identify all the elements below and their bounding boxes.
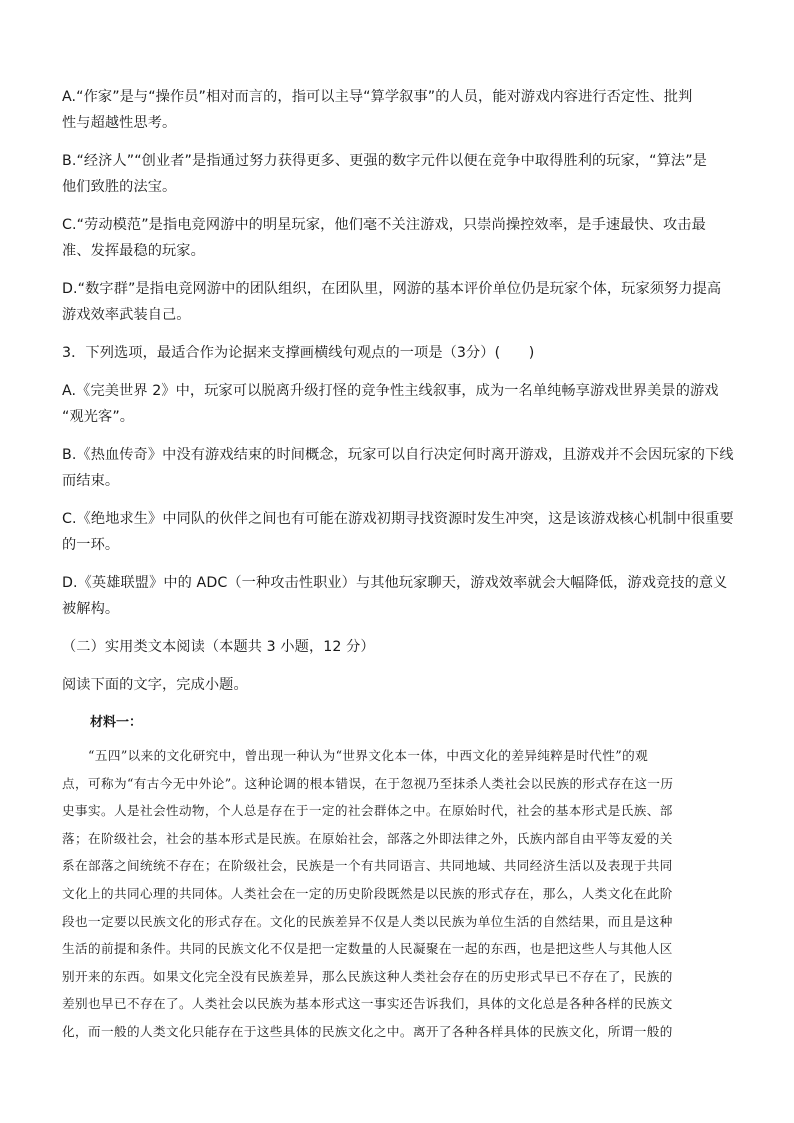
option-a xyxy=(62,84,734,136)
option-d xyxy=(62,570,734,622)
option-line: 性与超越性思考。 xyxy=(62,115,177,131)
option-c xyxy=(62,212,734,264)
option-line: B.《热血传奇》中没有游戏结束的时间概念，玩家可以自行决定何时离开游戏，且游戏并不会因玩家的下线 xyxy=(62,447,734,463)
option-line: 游戏效率武装自己。 xyxy=(62,307,191,323)
reading-instruction: 阅读下面的文字，完成小题。 xyxy=(62,677,248,693)
passage-line: 化，而一般的人类文化只能存在于这些具体的民族文化之中。离开了各种各样具体的民族文化，所谓一般的 xyxy=(62,1023,673,1039)
passage-line: 差别也早已不存在了。人类社会以民族为基本形式这一事实还告诉我们，具体的文化总是各种各样的民族文 xyxy=(62,996,673,1012)
question2-options xyxy=(62,84,734,328)
option-b xyxy=(62,442,734,494)
option-line: D.《英雄联盟》中的 ADC（一种攻击性职业）与其他玩家聊天，游戏效率就会大幅降低，游戏竞技的意义 xyxy=(62,575,728,591)
option-line: B.“经济人”“创业者”是指通过努力获得更多、更强的数字元件以便在竞争中取得胜利的玩家，“算法”是 xyxy=(62,153,707,169)
material-title: 材料一： xyxy=(90,715,143,730)
section-heading: （二）实用类文本阅读（本题共 3 小题，12 分） xyxy=(62,639,375,655)
passage-line: 别开来的东西。如果文化完全没有民族差异，那么民族这种人类社会存在的历史形式早已不存在了，民族的 xyxy=(62,968,673,984)
document-page xyxy=(62,84,734,1046)
option-a xyxy=(62,378,734,430)
material-passage xyxy=(62,742,734,1046)
option-c xyxy=(62,506,734,558)
passage-line: 点，可称为“有古今无中外论”。这种论调的根本错误，在于忽视乃至抹杀人类社会以民族的形式存在这一历 xyxy=(62,775,674,791)
option-line: A.“作家”是与“操作员”相对而言的，指可以主导“算学叙事”的人员，能对游戏内容进行否定性、批判 xyxy=(62,89,693,105)
option-line: “观光客”。 xyxy=(62,409,135,425)
option-line: 的一环。 xyxy=(62,537,120,553)
passage-line: 文化上的共同心理的共同体。人类社会在一定的历史阶段既然是以民族的形式存在，那么，人类文化在此阶 xyxy=(62,885,673,901)
option-line: 准、发挥最稳的玩家。 xyxy=(62,243,205,259)
option-line: D.“数字群”是指电竞网游中的团队组织，在团队里，网游的基本评价单位仍是玩家个体，玩家须努力提高 xyxy=(62,281,722,297)
option-line: 他们致胜的法宝。 xyxy=(62,179,177,195)
passage-line: 系在部落之间统统不存在；在阶级社会，民族是一个有共同语言、共同地域、共同经济生活以及表现于共同 xyxy=(62,858,673,874)
option-d xyxy=(62,276,734,328)
passage-line: 生活的前提和条件。共同的民族文化不仅是把一定数量的人民凝聚在一起的东西，也是把这些人与其他人区 xyxy=(62,941,673,957)
option-line: A.《完美世界 2》中，玩家可以脱离升级打怪的竞争性主线叙事，成为一名单纯畅享游戏世界美景的游戏 xyxy=(62,383,719,399)
option-line: 被解构。 xyxy=(62,601,120,617)
question3-stem: 3．下列选项，最适合作为论据来支撑画横线句观点的一项是（3分）( ) xyxy=(62,345,535,361)
question3-options xyxy=(62,378,734,622)
option-b xyxy=(62,148,734,200)
option-line: 而结束。 xyxy=(62,473,120,489)
passage-line: “五四”以来的文化研究中，曾出现一种认为“世界文化本一体，中西文化的差异纯粹是时代性”的观 xyxy=(88,748,649,763)
passage-line: 史事实。人是社会性动物，个人总是存在于一定的社会群体之中。在原始时代，社会的基本形式是氏族、部 xyxy=(62,803,673,819)
option-line: C.“劳动模范”是指电竞网游中的明星玩家，他们毫不关注游戏，只崇尚操控效率，是手速最快、攻击最 xyxy=(62,217,706,233)
passage-line: 段也一定要以民族文化的形式存在。文化的民族差异不仅是人类以民族为单位生活的自然结果，而且是这种 xyxy=(62,913,673,929)
option-line: C.《绝地求生》中同队的伙伴之间也有可能在游戏初期寻找资源时发生冲突，这是该游戏核心机制中很重要 xyxy=(62,511,734,527)
passage-line: 落；在阶级社会，社会的基本形式是民族。在原始社会，部落之外即法律之外，氏族内部自由平等友爱的关 xyxy=(62,830,673,846)
